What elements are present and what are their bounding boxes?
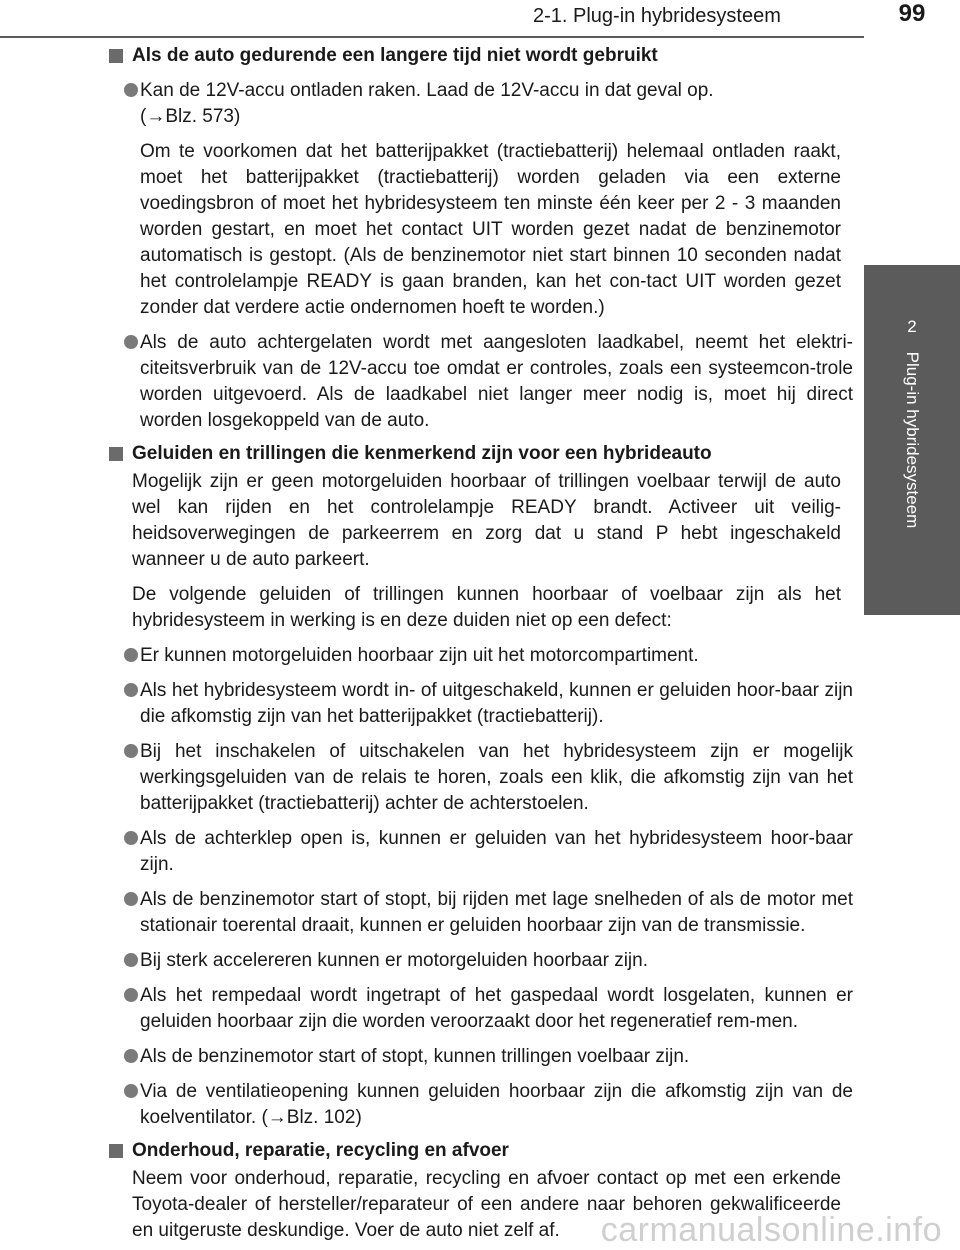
page-header (0, 0, 960, 38)
list-item (108, 826, 853, 878)
paragraph: Mogelijk zijn er geen motorgeluiden hoorbaar of trillingen voelbaar terwijl de auto wel kan rijden en het controlelampje READY brandt. Activeer uit veilig-heidsoverwegingen de parkeerrem en zorg dat u stand P hebt ingeschakeld wanneer u de auto parkeert. (132, 471, 841, 570)
list-item-text: Als de achterklep open is, kunnen er geluiden van het hybridesysteem hoor-baar zijn. (140, 828, 853, 875)
circle-bullet-icon (124, 683, 138, 697)
circle-bullet-icon (124, 831, 138, 845)
page-content (108, 43, 853, 1244)
square-bullet-icon (109, 49, 123, 63)
list-item-text: Kan de 12V-accu ontladen raken. Laad de 12V-accu in dat geval op. (140, 80, 714, 101)
page-reference: (→Blz. 573) (140, 106, 241, 127)
paragraph: Om te voorkomen dat het batterijpakket (tractiebatterij) helemaal ontladen raakt, moet het batterijpakket (tractiebatterij) worden geladen via een externe voedingsbron of moet het hybridesysteem ten minste één keer per 2 - 3 maanden worden gestart, en moet het contact UIT worden gezet nadat de benzinemotor automatisch is gestopt. (Als de benzinemotor niet start binnen 10 seconden nadat het controlelampje READY is gaan branden, kan het con-tact UIT worden gezet zonder dat verdere actie ondernomen hoeft te worden.) (140, 141, 841, 318)
page-number: 99 (898, 0, 926, 27)
circle-bullet-icon (124, 1084, 138, 1098)
list-item (108, 948, 853, 974)
square-bullet-icon (109, 447, 123, 461)
section-heading-text: Als de auto gedurende een langere tijd niet wordt gebruikt (132, 45, 658, 66)
circle-bullet-icon (124, 744, 138, 758)
list-item-text: Als het rempedaal wordt ingetrapt of het gaspedaal wordt losgelaten, kunnen er geluiden hoorbaar zijn die worden veroorzaakt door het regeneratief rem-men. (140, 985, 853, 1032)
list-item-text: Als de benzinemotor start of stopt, bij rijden met lage snelheden of als de motor met stationair toerental draait, kunnen er geluiden hoorbaar zijn van de transmissie. (140, 889, 853, 936)
list-item-text: Via de ventilatieopening kunnen geluiden hoorbaar zijn die afkomstig zijn van de koelventilator. (→Blz. 102) (140, 1081, 853, 1128)
paragraph: Neem voor onderhoud, reparatie, recycling en afvoer contact op met een erkende Toyota-dealer of hersteller/reparateur of een andere naar behoren gekwalificeerde en uitgeruste deskundige. Voer de auto niet zelf af. (132, 1168, 841, 1241)
list-item-text: Als de auto achtergelaten wordt met aangesloten laadkabel, neemt het elektri-citeitsverbruik van de 12V-accu toe omdat er controles, zoals een systeemcon-trole worden uitgevoerd. Als de laadkabel niet langer meer nodig is, moet hij direct worden losgekoppeld van de auto. (140, 332, 853, 431)
circle-bullet-icon (124, 953, 138, 967)
list-item (108, 78, 853, 130)
circle-bullet-icon (124, 83, 138, 97)
section-heading (108, 1138, 853, 1164)
circle-bullet-icon (124, 1049, 138, 1063)
square-bullet-icon (109, 1144, 123, 1158)
site-watermark: carmanualsonline.info (600, 1211, 942, 1249)
side-tab-number: 2 (907, 317, 917, 336)
list-item-text: Bij sterk accelereren kunnen er motorgeluiden hoorbaar zijn. (140, 950, 648, 971)
list-item-text: Bij het inschakelen of uitschakelen van het hybridesysteem zijn er mogelijk werkingsgeluiden van de relais te horen, zoals een klik, die afkomstig zijn van het batterijpakket (tractiebatterij) achter de achterstoelen. (140, 741, 853, 814)
chapter-title: 2-1. Plug-in hybridesysteem (533, 5, 781, 27)
circle-bullet-icon (124, 892, 138, 906)
chapter-side-tab (864, 265, 960, 615)
list-item (108, 1044, 853, 1070)
circle-bullet-icon (124, 988, 138, 1002)
header-rule (0, 36, 864, 38)
section-heading (108, 43, 853, 69)
list-item-text: Als de benzinemotor start of stopt, kunnen trillingen voelbaar zijn. (140, 1046, 690, 1067)
list-item (108, 739, 853, 817)
list-item (108, 643, 853, 669)
section-heading-text: Geluiden en trillingen die kenmerkend zijn voor een hybrideauto (132, 443, 712, 464)
circle-bullet-icon (124, 335, 138, 349)
paragraph: De volgende geluiden of trillingen kunnen hoorbaar of voelbaar zijn als het hybridesysteem in werking is en deze duiden niet op een defect: (132, 584, 841, 631)
section-heading (108, 441, 853, 467)
side-tab-label: Plug-in hybridesysteem (903, 351, 922, 529)
list-item-text: Er kunnen motorgeluiden hoorbaar zijn uit het motorcompartiment. (140, 645, 699, 666)
list-item (108, 1079, 853, 1131)
list-item-text: Als het hybridesysteem wordt in- of uitgeschakeld, kunnen er geluiden hoor-baar zijn die afkomstig zijn van het batterijpakket (tractiebatterij). (140, 680, 853, 727)
circle-bullet-icon (124, 648, 138, 662)
list-item (108, 678, 853, 730)
list-item (108, 887, 853, 939)
section-heading-text: Onderhoud, reparatie, recycling en afvoer (132, 1140, 509, 1161)
list-item (108, 983, 853, 1035)
list-item (108, 330, 853, 434)
